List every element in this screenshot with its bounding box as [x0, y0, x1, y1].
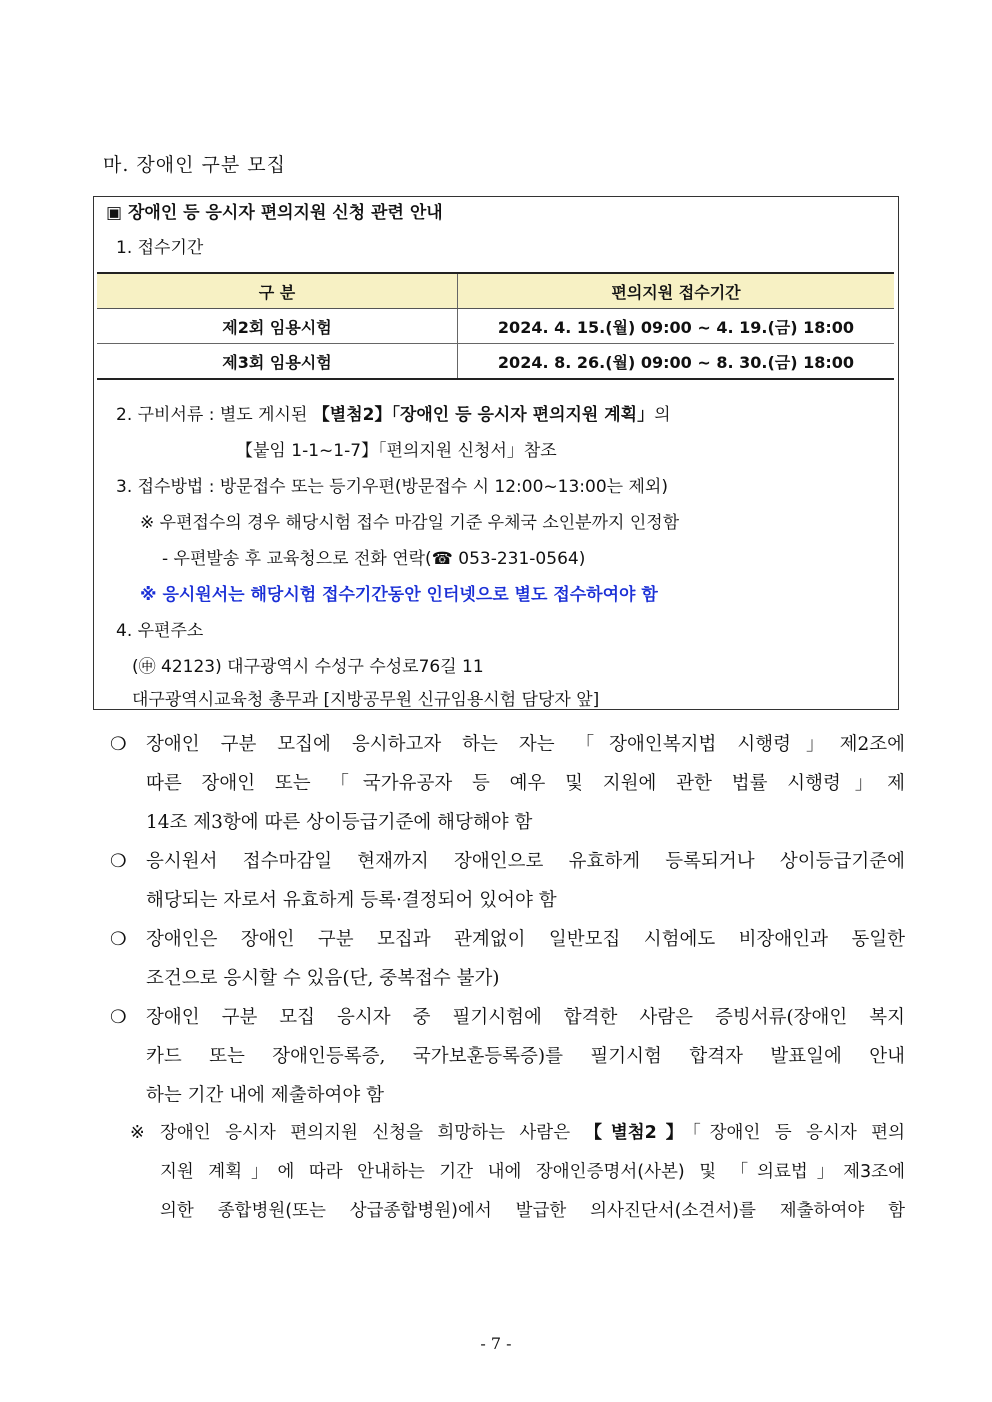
item-documents-suffix: 의 [654, 405, 671, 425]
bullet-documents-submission [110, 998, 905, 1115]
table-cell: 2024. 8. 26.(월) 09:00 ~ 8. 30.(금) 18:00 [458, 344, 895, 380]
item-documents [116, 400, 671, 425]
item-method-note-online: ※ 응시원서는 해당시험 접수기간동안 인터넷으로 별도 접수하여야 함 [140, 585, 658, 605]
bullet-line: 따른 장애인 또는 「국가유공자 등 예우 및 지원에 관한 법률 시행령」제 [146, 773, 905, 794]
note-line1-ref: 【별첨2】 [584, 1123, 693, 1143]
bullet-general-application [110, 920, 905, 998]
table-cell: 제2회 임용시험 [97, 309, 458, 344]
item-reception-period: 1. 접수기간 [116, 238, 204, 258]
item-documents-prefix: 2. 구비서류 : 별도 게시된 [116, 405, 313, 425]
bullet-mark: ❍ [110, 734, 127, 755]
bullet-line: 하는 기간 내에 제출하여야 함 [146, 1085, 384, 1106]
item-documents-line2: 【붙임 1-1~1-7】「편의지원 신청서」참조 [236, 441, 557, 461]
notice-box [93, 196, 899, 710]
bullet-line: 장애인 구분 모집 응시자 중 필기시험에 합격한 사람은 증빙서류(장애인 복지 [146, 1007, 905, 1028]
table-cell: 2024. 4. 15.(월) 09:00 ~ 4. 19.(금) 18:00 [458, 309, 895, 344]
final-note [130, 1114, 905, 1231]
bullet-mark: ❍ [110, 851, 127, 872]
notice-title: ▣ 장애인 등 응시자 편의지원 신청 관련 안내 [106, 203, 443, 223]
bullet-line: 조건으로 응시할 수 있음(단, 중복접수 불가) [146, 968, 500, 989]
col-header-category: 구 분 [97, 273, 458, 309]
bullet-line: 응시원서 접수마감일 현재까지 장애인으로 유효하게 등록되거나 상이등급기준에 [146, 851, 905, 872]
bullet-registration [110, 842, 905, 920]
section-heading: 마. 장애인 구분 모집 [103, 154, 286, 176]
bullet-line: 해당되는 자로서 유효하게 등록·결정되어 있어야 함 [146, 890, 557, 911]
item-address: 4. 우편주소 [116, 621, 204, 641]
table-row [97, 309, 894, 344]
page-number: - 7 - [480, 1334, 512, 1353]
bullet-line: 장애인 구분 모집에 응시하고자 하는 자는 「장애인복지법 시행령」제2조에 [146, 734, 905, 755]
note-mark: ※ [130, 1123, 145, 1143]
item-method-note-postmark: ※ 우편접수의 경우 해당시험 접수 마감일 기준 우체국 소인분까지 인정함 [140, 513, 680, 533]
bullet-eligibility [110, 725, 905, 842]
col-header-period: 편의지원 접수기간 [458, 273, 895, 309]
bullet-line: 장애인은 장애인 구분 모집과 관계없이 일반모집 시험에도 비장애인과 동일한 [146, 929, 905, 950]
note-line1-suffix: 「장애인 등 응시자 편의 [692, 1123, 905, 1143]
note-line: 지원 계획」에 따라 안내하는 기간 내에 장애인증명서(사본) 및 「의료법」제3조에 [160, 1162, 905, 1182]
table-row [97, 344, 894, 380]
bullet-mark: ❍ [110, 1007, 127, 1028]
bullet-line: 14조 제3항에 따른 상이등급기준에 해당해야 함 [146, 812, 533, 833]
note-line1-prefix: 장애인 응시자 편의지원 신청을 희망하는 사람은 [160, 1123, 585, 1143]
item-documents-ref: 【별첨2】「장애인 등 응시자 편의지원 계획」 [312, 405, 655, 425]
table-header-row [97, 273, 894, 309]
item-method: 3. 접수방법 : 방문접수 또는 등기우편(방문접수 시 12:00~13:00는 제외) [116, 477, 668, 497]
address-line2: 대구광역시교육청 총무과 [지방공무원 신규임용시험 담당자 앞] [132, 690, 600, 710]
item-method-note-phone: - 우편발송 후 교육청으로 전화 연락(☎ 053-231-0564) [162, 549, 586, 569]
note-line: 의한 종합병원(또는 상급종합병원)에서 발급한 의사진단서(소견서)를 제출하여야 함 [160, 1201, 905, 1221]
bullet-mark: ❍ [110, 929, 127, 950]
note-line [160, 1114, 905, 1153]
address-line1: (㊥ 42123) 대구광역시 수성구 수성로76길 11 [132, 657, 484, 677]
table-cell: 제3회 임용시험 [97, 344, 458, 380]
schedule-table [97, 272, 894, 380]
bullet-line: 카드 또는 장애인등록증, 국가보훈등록증)를 필기시험 합격자 발표일에 안내 [146, 1046, 905, 1067]
